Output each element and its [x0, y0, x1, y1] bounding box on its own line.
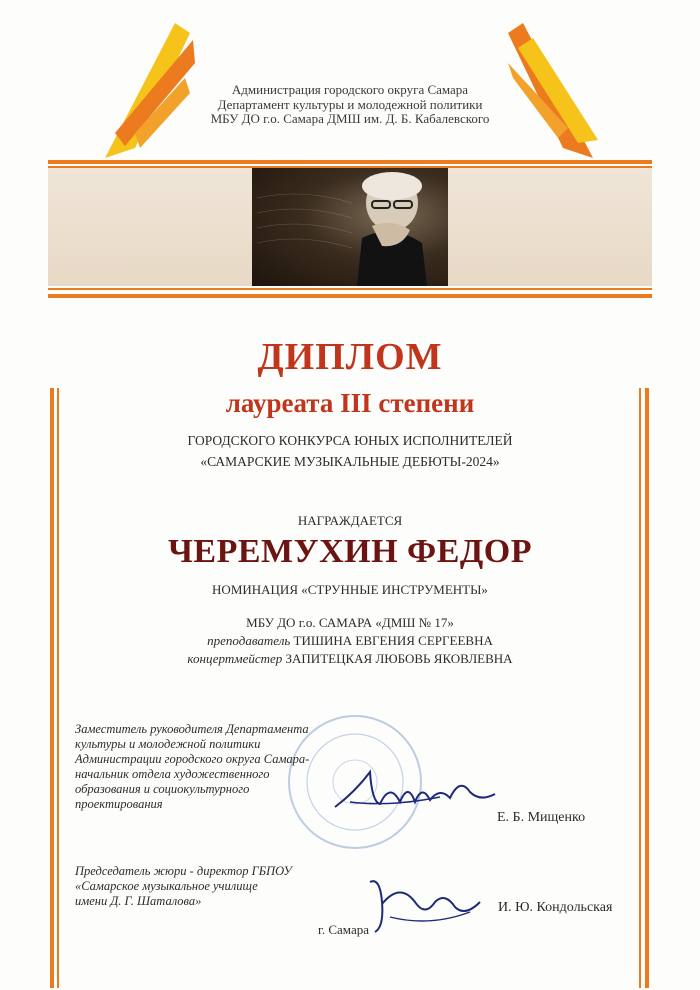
teacher-line [100, 633, 600, 649]
header-line-2: Департамент культуры и молодежной политики [217, 96, 483, 112]
first-signer-title [75, 722, 335, 812]
second-signer-title-line: имени Д. Г. Шаталова» [75, 894, 202, 908]
right-bar [645, 388, 649, 988]
second-signature [360, 872, 490, 942]
header-line-3: МБУ ДО г.о. Самара ДМШ им. Д. Б. Кабалевского [210, 111, 490, 126]
contest-line-2: «САМАРСКИЕ МУЗЫКАЛЬНЫЕ ДЕБЮТЫ-2024» [200, 454, 500, 469]
accompanist-role: концертмейстер [187, 651, 283, 666]
first-signer-title-line: культуры и молодежной политики [75, 737, 261, 751]
second-signer-title [75, 864, 335, 909]
portrait-photo [252, 168, 448, 286]
teacher-role: преподаватель [207, 633, 291, 648]
right-bar-thin [639, 388, 641, 988]
band-bottom-line [48, 294, 652, 298]
accompanist-name: ЗАПИТЕЦКАЯ ЛЮБОВЬ ЯКОВЛЕВНА [285, 651, 513, 666]
header-line-1: Администрация городского округа Самара [231, 82, 469, 97]
teacher-name: ТИШИНА ЕВГЕНИЯ СЕРГЕЕВНА [293, 633, 493, 648]
diploma-degree: лауреата III степени [225, 388, 475, 418]
first-signer-title-line: начальник отдела художественного [75, 767, 270, 781]
second-signer-title-line: «Самарское музыкальное училище [75, 879, 258, 893]
first-signer-title-line: Заместитель руководителя Департамента [75, 722, 309, 736]
first-signer-title-line: проектирования [75, 797, 163, 811]
first-signer-name: Е. Б. Мищенко [497, 810, 586, 825]
first-signature [330, 762, 500, 822]
first-signer-title-line: образования и социокультурного [75, 782, 250, 796]
band-bottom-thin-line [48, 288, 652, 290]
left-bar-thin [57, 388, 59, 988]
second-signer-title-line: Председатель жюри - директор ГБПОУ [75, 864, 292, 878]
second-signer-name: И. Ю. Кондольская [498, 900, 613, 915]
awarded-label: НАГРАЖДАЕТСЯ [297, 513, 403, 528]
city: г. Самара [318, 922, 369, 937]
recipient-name: ЧЕРЕМУХИН ФЕДОР [167, 533, 533, 570]
first-signer-title-line: Администрации городского округа Самара- [75, 752, 310, 766]
school: МБУ ДО г.о. САМАРА «ДМШ № 17» [246, 615, 454, 630]
diploma-title: ДИПЛОМ [257, 336, 443, 378]
accompanist-line [100, 651, 600, 667]
left-bar [50, 388, 54, 988]
nomination: НОМИНАЦИЯ «СТРУННЫЕ ИНСТРУМЕНТЫ» [212, 582, 488, 597]
contest-line-1: ГОРОДСКОГО КОНКУРСА ЮНЫХ ИСПОЛНИТЕЛЕЙ [187, 433, 513, 448]
band-top-line [48, 160, 652, 164]
header-organization [150, 83, 550, 127]
